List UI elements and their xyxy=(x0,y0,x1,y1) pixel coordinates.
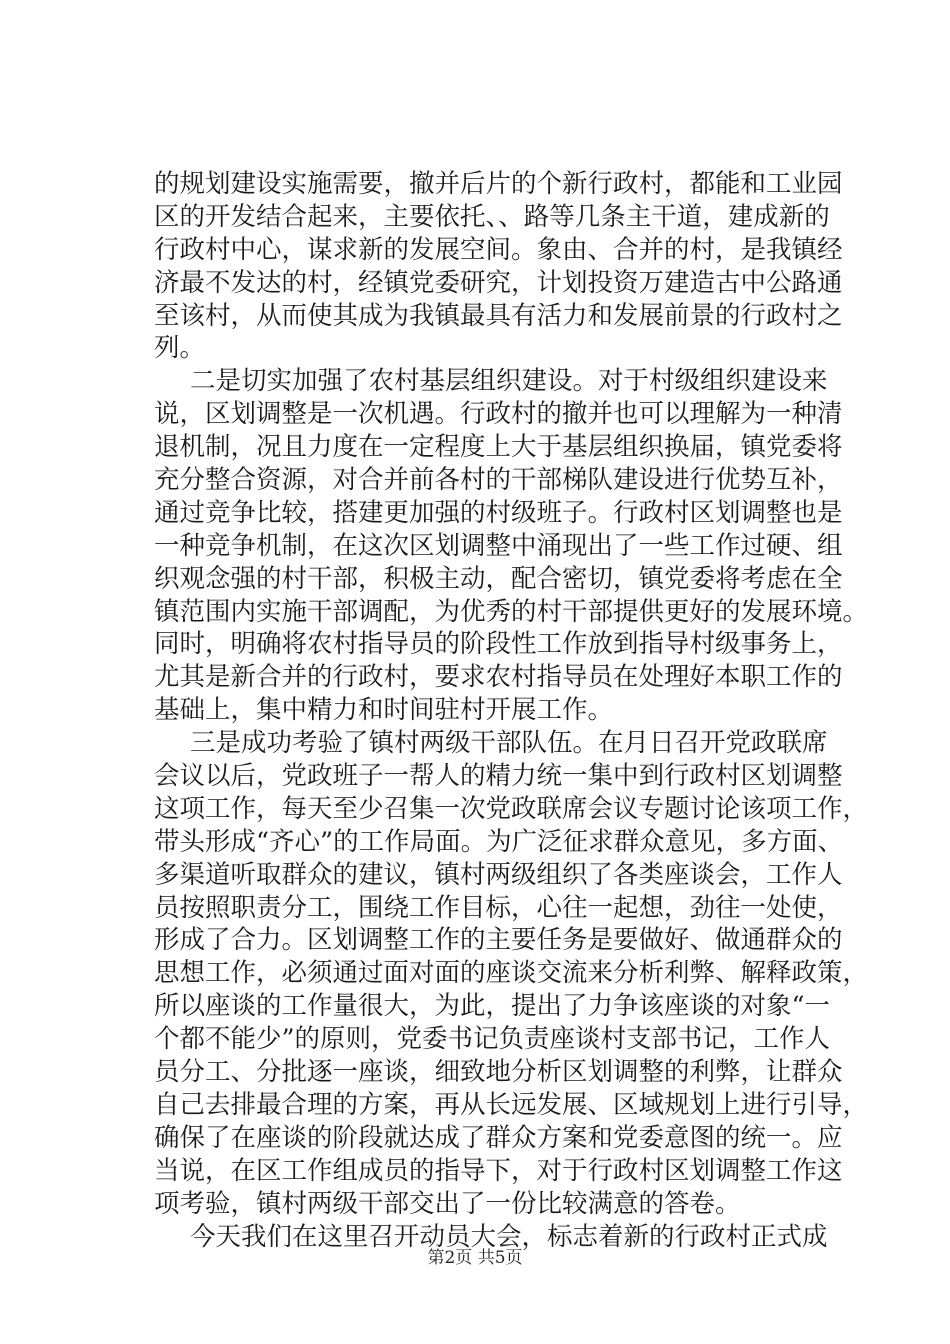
text-line: 的规划建设实施需要，撤并后片的个新行政村，都能和工业园 xyxy=(154,169,843,199)
text-line: 列。 xyxy=(154,333,206,364)
text-line: 织观念强的村干部，积极主动，配合密切，镇党委将考虑在全 xyxy=(154,563,843,594)
paragraph-start-line: 二是切实加强了农村基层组织建设。对于村级组织建设来 xyxy=(190,366,828,397)
text-line: 同时，明确将农村指导员的阶段性工作放到指导村级事务上， xyxy=(154,629,843,660)
text-line: 个都不能少”的原则，党委书记负责座谈村支部书记，工作人 xyxy=(154,1024,831,1055)
text-line: 确保了在座谈的阶段就达成了群众方案和党委意图的统一。应 xyxy=(154,1122,843,1153)
text-line: 项考验，镇村两级干部交出了一份比较满意的答卷。 xyxy=(154,1188,741,1219)
page-number-footer: 第2页 共5页 xyxy=(427,1248,523,1268)
text-line: 多渠道听取群众的建议，镇村两级组织了各类座谈会，工作人 xyxy=(154,859,843,890)
document-body xyxy=(154,168,869,1253)
text-line: 行政村中心，谋求新的发展空间。象由、合并的村，是我镇经 xyxy=(154,234,843,265)
text-line: 济最不发达的村，经镇党委研究，计划投资万建造古中公路通 xyxy=(154,267,843,298)
text-line: 所以座谈的工作量很大，为此，提出了力争该座谈的对象“一 xyxy=(154,991,831,1022)
text-line: 员分工、分批逐一座谈，细致地分析区划调整的利弊，让群众 xyxy=(154,1057,843,1088)
text-line: 通过竞争比较，搭建更加强的村级班子。行政村区划调整也是 xyxy=(154,497,843,528)
text-line: 至该村，从而使其成为我镇最具有活力和发展前景的行政村之 xyxy=(154,300,843,331)
text-line: 一种竞争机制，在这次区划调整中涌现出了一些工作过硬、组 xyxy=(154,530,843,561)
text-line: 区的开发结合起来，主要依托、、路等几条主干道，建成新的 xyxy=(154,201,830,232)
text-line: 形成了合力。区划调整工作的主要任务是要做好、做通群众的 xyxy=(154,925,843,956)
text-line: 这项工作，每天至少召集一次党政联席会议专题讨论该项工作， xyxy=(154,793,869,824)
text-line: 思想工作，必须通过面对面的座谈交流来分析利弊、解释政策， xyxy=(154,958,869,989)
text-line: 充分整合资源，对合并前各村的干部梯队建设进行优势互补， xyxy=(154,465,843,496)
text-line: 镇范围内实施干部调配，为优秀的村干部提供更好的发展环境。 xyxy=(154,596,869,627)
text-line: 自己去排最合理的方案，再从长远发展、区域规划上进行引导， xyxy=(154,1089,869,1120)
text-line: 尤其是新合并的行政村，要求农村指导员在处理好本职工作的 xyxy=(154,662,843,693)
text-line: 当说，在区工作组成员的指导下，对于行政村区划调整工作这 xyxy=(154,1155,843,1186)
text-line: 退机制，况且力度在一定程度上大于基层组织换届，镇党委将 xyxy=(154,432,843,463)
paragraph-start-line: 今天我们在这里召开动员大会，标志着新的行政村正式成 xyxy=(190,1221,828,1252)
text-line: 带头形成“齐心”的工作局面。为广泛征求群众意见，多方面、 xyxy=(154,826,844,857)
text-line: 会议以后，党政班子一帮人的精力统一集中到行政村区划调整 xyxy=(154,761,843,792)
text-line: 说，区划调整是一次机遇。行政村的撤并也可以理解为一种清 xyxy=(154,399,843,430)
text-line: 基础上，集中精力和时间驻村开展工作。 xyxy=(154,695,614,726)
paragraph-start-line: 三是成功考验了镇村两级干部队伍。在月日召开党政联席 xyxy=(190,728,828,759)
text-line: 员按照职责分工，围绕工作目标，心往一起想，劲往一处使， xyxy=(154,892,843,923)
